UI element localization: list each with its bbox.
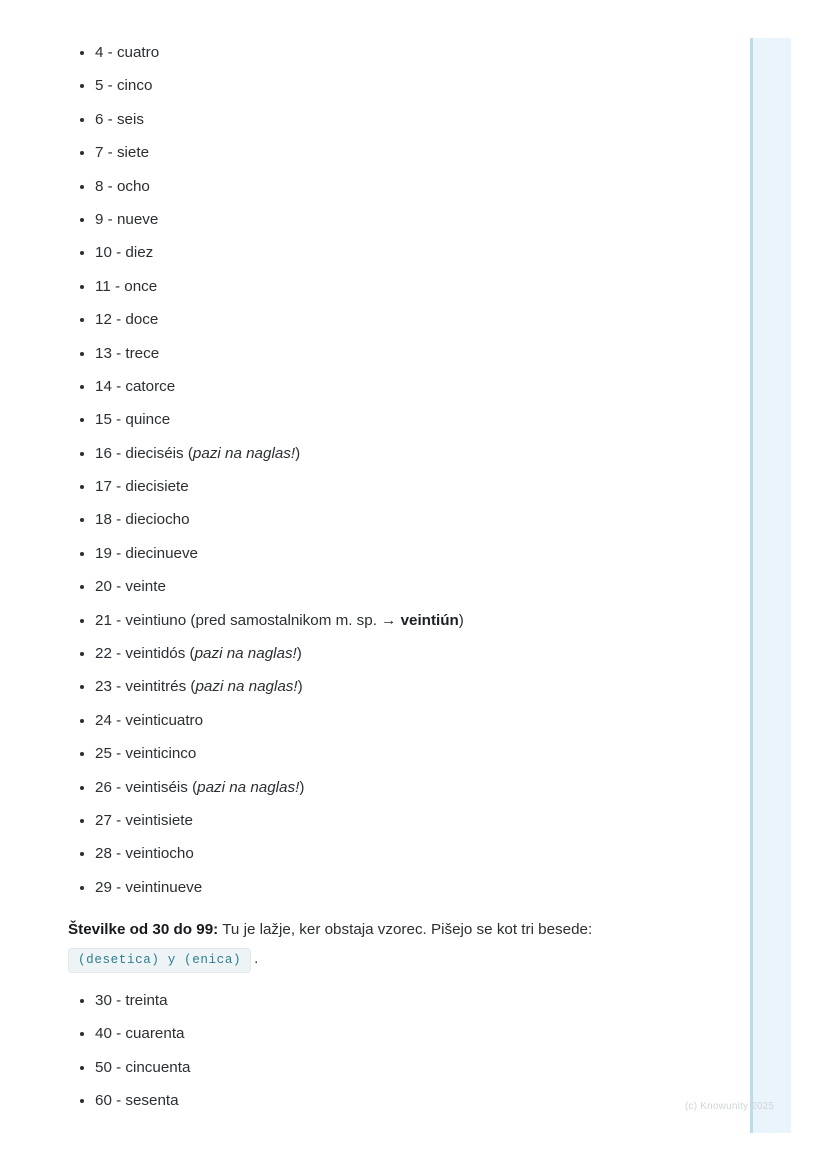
- list-item-text: 26 - veintiséis (: [95, 778, 198, 796]
- list-item-text: 8 - ocho: [95, 177, 150, 195]
- paragraph-body-text: Tu je lažje, ker obstaja vzorec. Pišejo se kot tri besede:: [218, 921, 593, 938]
- list-item: [0, 1051, 750, 1084]
- numbers-list-4-to-29: [0, 36, 750, 904]
- list-item: [0, 270, 750, 303]
- list-item-text: 30 - treinta: [95, 992, 168, 1009]
- list-item-text: 25 - veinticinco: [95, 745, 197, 763]
- list-item: [0, 837, 750, 870]
- list-item: [0, 103, 750, 136]
- list-item-text: 23 - veintitrés (: [95, 678, 196, 696]
- list-item: [0, 337, 750, 370]
- paragraph-lead-bold: Številke od 30 do 99:: [68, 921, 219, 938]
- list-item-text: 4 - cuatro: [95, 44, 160, 61]
- list-item-text: 40 - cuarenta: [95, 1025, 185, 1043]
- list-item-text: 14 - catorce: [95, 377, 176, 395]
- list-item-text: 50 - cincuenta: [95, 1058, 191, 1076]
- list-item-text: 7 - siete: [95, 144, 150, 162]
- paragraph-text-line: [68, 918, 728, 941]
- list-item-note-italic: pazi na naglas!: [195, 678, 298, 696]
- list-item-text: 21 - veintiuno (pred samostalnikom m. sp. →: [95, 611, 401, 629]
- list-item-text: 20 - veinte: [95, 578, 166, 596]
- list-item: [0, 871, 750, 904]
- code-chip-line: [68, 949, 728, 970]
- list-item: [0, 403, 750, 436]
- list-item-text: 10 - diez: [95, 244, 154, 262]
- list-item: [0, 704, 750, 737]
- list-item: [0, 1017, 750, 1050]
- list-item: [0, 470, 750, 503]
- list-item: [0, 670, 750, 703]
- list-item: [0, 170, 750, 203]
- list-item: [0, 236, 750, 269]
- list-item-text: 6 - seis: [95, 110, 144, 128]
- list-item-text: 18 - dieciocho: [95, 511, 190, 529]
- list-item: [0, 737, 750, 770]
- list-item: [0, 370, 750, 403]
- list-item: [0, 637, 750, 670]
- list-item-text: 16 - dieciséis (: [95, 444, 193, 462]
- list-item-text-tail: ): [458, 611, 464, 629]
- list-item-highlight-bold: veintiún: [400, 611, 459, 629]
- list-item: [0, 1084, 750, 1117]
- list-item: [0, 437, 750, 470]
- list-item-text: 29 - veintinueve: [95, 878, 203, 896]
- list-item-text: 12 - doce: [95, 311, 159, 329]
- list-item-text-tail: ): [299, 778, 305, 796]
- paragraph-trailing-period: .: [254, 950, 259, 967]
- list-item-text-tail: ): [295, 444, 301, 462]
- paragraph-30-to-99: [68, 918, 728, 970]
- list-item: [0, 537, 750, 570]
- list-item-text: 19 - diecinueve: [95, 544, 199, 562]
- list-item-note-italic: pazi na naglas!: [192, 444, 296, 462]
- numbers-list-30-to-60: [0, 984, 750, 1118]
- list-item: [0, 203, 750, 236]
- list-item-text-tail: ): [296, 645, 302, 663]
- list-item-text: 60 - sesenta: [95, 1092, 179, 1110]
- list-item-text-tail: ): [297, 678, 303, 696]
- list-item: [0, 36, 750, 69]
- list-item-text: 15 - quince: [95, 411, 171, 429]
- list-item-text: 17 - diecisiete: [95, 478, 189, 496]
- list-item: [0, 303, 750, 336]
- list-item: [0, 136, 750, 169]
- list-item: [0, 69, 750, 102]
- list-item-note-italic: pazi na naglas!: [197, 778, 300, 796]
- code-chip-pattern: (desetica) y (enica): [68, 948, 251, 973]
- list-item: [0, 570, 750, 603]
- list-item-text: 22 - veintidós (: [95, 645, 195, 663]
- list-item: [0, 984, 750, 1017]
- list-item-text: 11 - once: [95, 277, 158, 295]
- list-item-note-italic: pazi na naglas!: [194, 645, 297, 663]
- list-item: [0, 771, 750, 804]
- list-item-text: 28 - veintiocho: [95, 845, 194, 863]
- list-item-text: 13 - trece: [95, 344, 160, 362]
- list-item: [0, 503, 750, 536]
- watermark-copyright: (c) Knowunity 2025: [685, 1101, 775, 1112]
- list-item-text: 5 - cinco: [95, 77, 153, 95]
- list-item: [0, 804, 750, 837]
- right-side-panel: [750, 38, 791, 1133]
- list-item-text: 27 - veintisiete: [95, 811, 193, 829]
- list-item-text: 24 - veinticuatro: [95, 711, 204, 729]
- list-item-text: 9 - nueve: [95, 210, 159, 228]
- list-item: [0, 604, 750, 637]
